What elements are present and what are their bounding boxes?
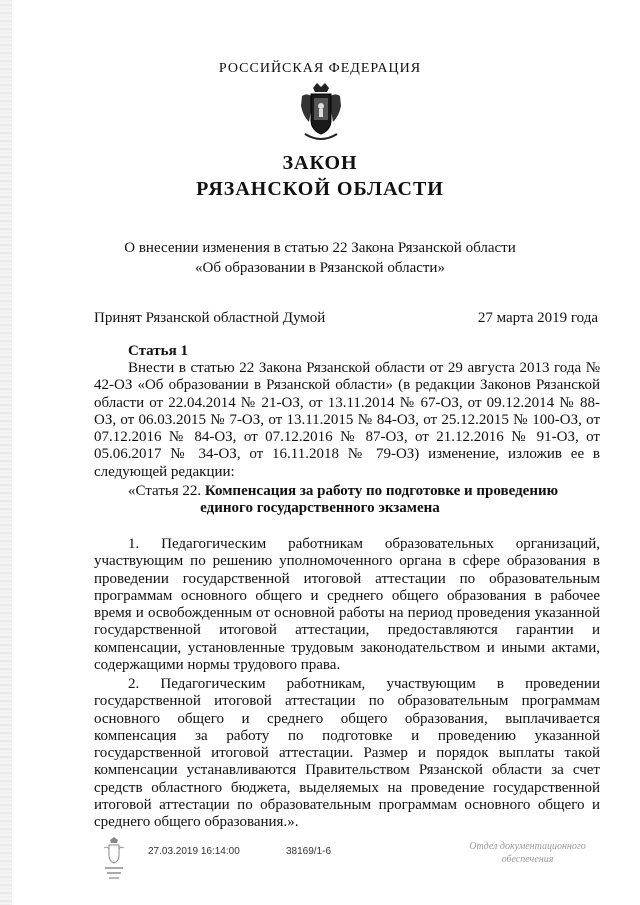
subtitle-line1: О внесении изменения в статью 22 Закона Рязанской области [124, 240, 516, 256]
paragraph-2: 2. Педагогическим работникам, участвующим в проведении государственной итоговой аттестации по образовательным программам основного общего и среднего общего образования, выплачивается компенсация за работу по подготовке и проведению указанной государственной итоговой аттестации. Размер и порядок выплаты такой компенсации устанавливаются Правительством Рязанской области за счет средств областного бюджета, выделяемых на проведение государственной итоговой аттестации по образовательным программам основного общего и среднего общего образования.». [94, 676, 600, 831]
new-article-title-line2: единого государственного экзамена [200, 500, 440, 516]
registration-number: 38169/1-6 [286, 846, 332, 857]
law-subtitle [0, 238, 640, 278]
new-article-title [128, 483, 600, 500]
article-heading: Статья 1 [128, 343, 188, 359]
adopted-by: Принят Рязанской областной Думой [94, 310, 326, 326]
law-title-line1: ЗАКОН [282, 152, 358, 174]
coat-of-arms-emblem [299, 82, 343, 144]
article-intro: Внести в статью 22 Закона Рязанской области от 29 августа 2013 года № 42-ОЗ «Об образовании в Рязанской области» (в редакции Законов Рязанской области от 22.04.2014 № 21-ОЗ, от 13.11.2014 № 67-ОЗ, от 09.12.2014 № 88-ОЗ, от 06.03.2015 № 7-ОЗ, от 13.11.2015 № 84-ОЗ, от 25.12.2015 № 100-ОЗ, от 07.12.2016 № 84-ОЗ, от 07.12.2016 № 87-ОЗ, от 21.12.2016 № 91-ОЗ, от 05.06.2017 № 34-ОЗ, от 16.11.2018 № 79-ОЗ) изменение, изложив ее в следующей редакции: [94, 360, 600, 480]
department-stamp-line1: Отдел документационного [469, 841, 586, 852]
law-title [0, 150, 640, 202]
subtitle-line2: «Об образовании в Рязанской области» [195, 260, 445, 276]
duma-stamp-icon [101, 836, 127, 882]
law-title-line2: РЯЗАНСКОЙ ОБЛАСТИ [196, 178, 444, 200]
paragraph-1: 1. Педагогическим работникам образовательных организаций, участвующим по решению уполномоченного органа в сфере образования в проведении государственной итоговой аттестации по образовательным программам основного общего и среднего общего образования в рабочее время и освобожденным от основной работы на период проведения указанной государственной итоговой аттестации, предоставляются гарантии и компенсации, установленные трудовым законодательством и иными актами, содержащими нормы трудового права. [94, 536, 600, 674]
country-name: РОССИЙСКАЯ ФЕДЕРАЦИЯ [218, 61, 422, 76]
new-article-title-line1: Компенсация за работу по подготовке и проведению [204, 483, 559, 499]
new-article-prefix: «Статья 22. [128, 483, 202, 499]
department-stamp [440, 840, 615, 866]
registration-timestamp: 27.03.2019 16:14:00 [148, 846, 240, 857]
scan-edge [0, 0, 12, 905]
adoption-date: 27 марта 2019 года [477, 310, 598, 326]
department-stamp-line2: обеспечения [501, 854, 554, 865]
